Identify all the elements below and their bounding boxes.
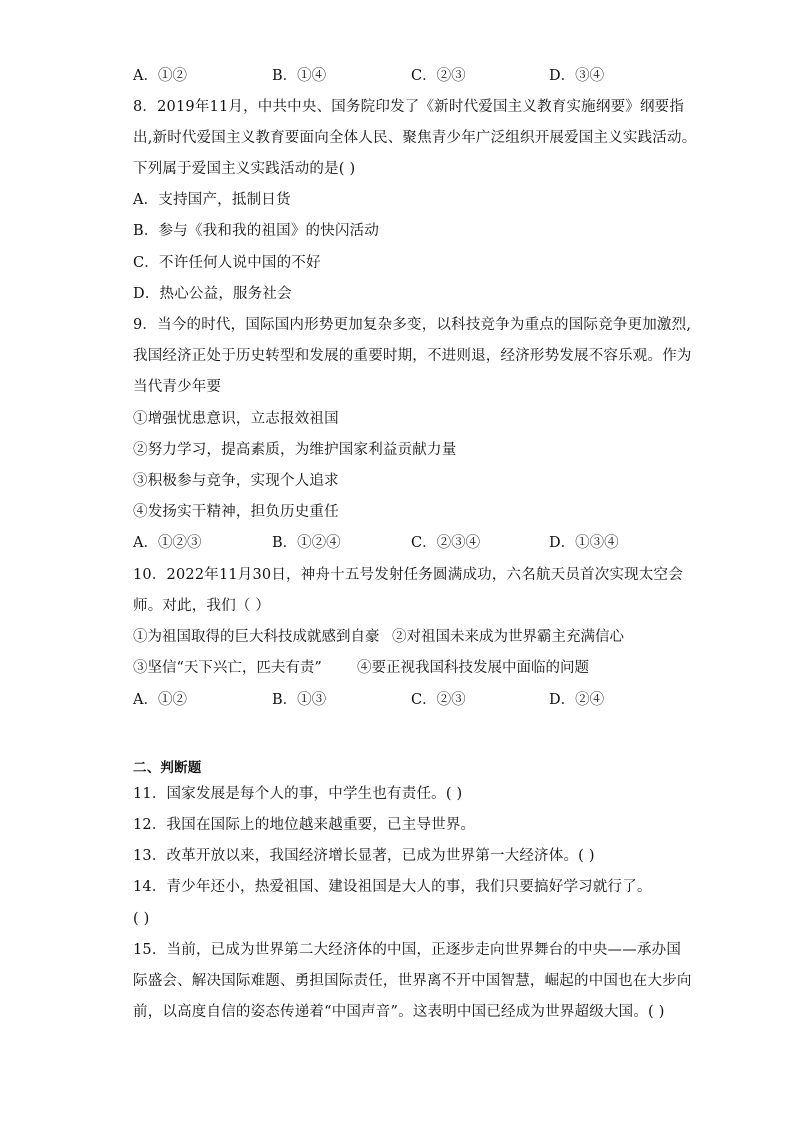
- q9-item-3: ③积极参与竞争，实现个人追求: [133, 473, 339, 489]
- q10-item-2: ②对祖国未来成为世界霸主充满信心: [392, 629, 624, 645]
- q9-item-2: ②努力学习，提高素质，为维护国家利益贡献力量: [133, 442, 457, 458]
- q9-text-line-2: 我国经济正处于历史转型和发展的重要时期，不进则退，经济形势发展不容乐观。作为: [133, 348, 692, 364]
- q9-option-c: C．②③④: [411, 535, 481, 551]
- q9-text-line-3: 当代青少年要: [133, 379, 222, 395]
- q9-option-d: D．①③④: [549, 535, 619, 551]
- q10-text-line-2: 师。对此，我们（ ）: [133, 598, 271, 614]
- section-title-judgement: 二、判断题: [133, 760, 202, 776]
- q10-option-b: B．①③: [272, 692, 327, 708]
- q8-text-line-3: 下列属于爱国主义实践活动的是( ): [133, 161, 356, 177]
- q9-item-1: ①增强忧患意识，立志报效祖国: [133, 411, 339, 427]
- q10-option-d: D．②④: [549, 692, 605, 708]
- q10-option-a: A．①②: [133, 692, 187, 708]
- q8-option-d: D．热心公益，服务社会: [133, 286, 292, 302]
- q8-text-line-2: 出,新时代爱国主义教育要面向全体人民、聚焦青少年广泛组织开展爱国主义实践活动。: [133, 130, 697, 146]
- q8-option-b: B．参与《我和我的祖国》的快闪活动: [133, 223, 380, 239]
- q15-text-line-2: 际盛会、解决国际难题、勇担国际责任，世界离不开中国智慧，崛起的中国也在大步向: [133, 973, 692, 989]
- q9-item-4: ④发扬实干精神，担负历史重任: [133, 504, 339, 520]
- q14-text-line-2: ( ): [133, 911, 150, 927]
- q14-text-line-1: 14．青少年还小，热爱祖国、建设祖国是大人的事，我们只要搞好学习就行了。: [133, 879, 652, 895]
- q9-text-line-1: 9．当今的时代，国际国内形势更加复杂多变，以科技竞争为重点的国际竞争更加激烈,: [133, 317, 692, 333]
- q7-option-a: A．①②: [133, 68, 187, 84]
- q8-option-a: A．支持国产，抵制日货: [133, 192, 291, 208]
- q8-option-c: C．不许任何人说中国的不好: [133, 255, 321, 271]
- q11-text: 11．国家发展是每个人的事，中学生也有责任。( ): [133, 786, 463, 802]
- q10-item-3: ③坚信“天下兴亡，匹夫有责”: [133, 660, 322, 676]
- q10-item-4: ④要正视我国科技发展中面临的问题: [357, 660, 589, 676]
- q12-text: 12．我国在国际上的地位越来越重要，已主导世界。: [133, 817, 476, 833]
- q15-text-line-1: 15．当前，已成为世界第二大经济体的中国，正逐步走向世界舞台的中央——承办国: [133, 942, 682, 958]
- q7-option-d: D．③④: [549, 68, 605, 84]
- q10-option-c: C．②③: [411, 692, 466, 708]
- q9-option-a: A．①②③: [133, 535, 202, 551]
- q9-option-b: B．①②④: [272, 535, 341, 551]
- q8-text-line-1: 8．2019年11月，中共中央、国务院印发了《新时代爱国主义教育实施纲要》纲要指: [133, 99, 685, 115]
- q7-option-c: C．②③: [411, 68, 466, 84]
- q13-text: 13．改革开放以来，我国经济增长显著，已成为世界第一大经济体。( ): [133, 848, 595, 864]
- q10-text-line-1: 10．2022年11月30日，神舟十五号发射任务圆满成功，六名航天员首次实现太空会: [133, 567, 683, 583]
- q15-text-line-3: 前，以高度自信的姿态传递着“中国声音”。这表明中国已经成为世界超级大国。( ): [133, 1004, 665, 1020]
- q7-option-b: B．①④: [272, 68, 327, 84]
- q10-item-1: ①为祖国取得的巨大科技成就感到自豪: [133, 629, 380, 645]
